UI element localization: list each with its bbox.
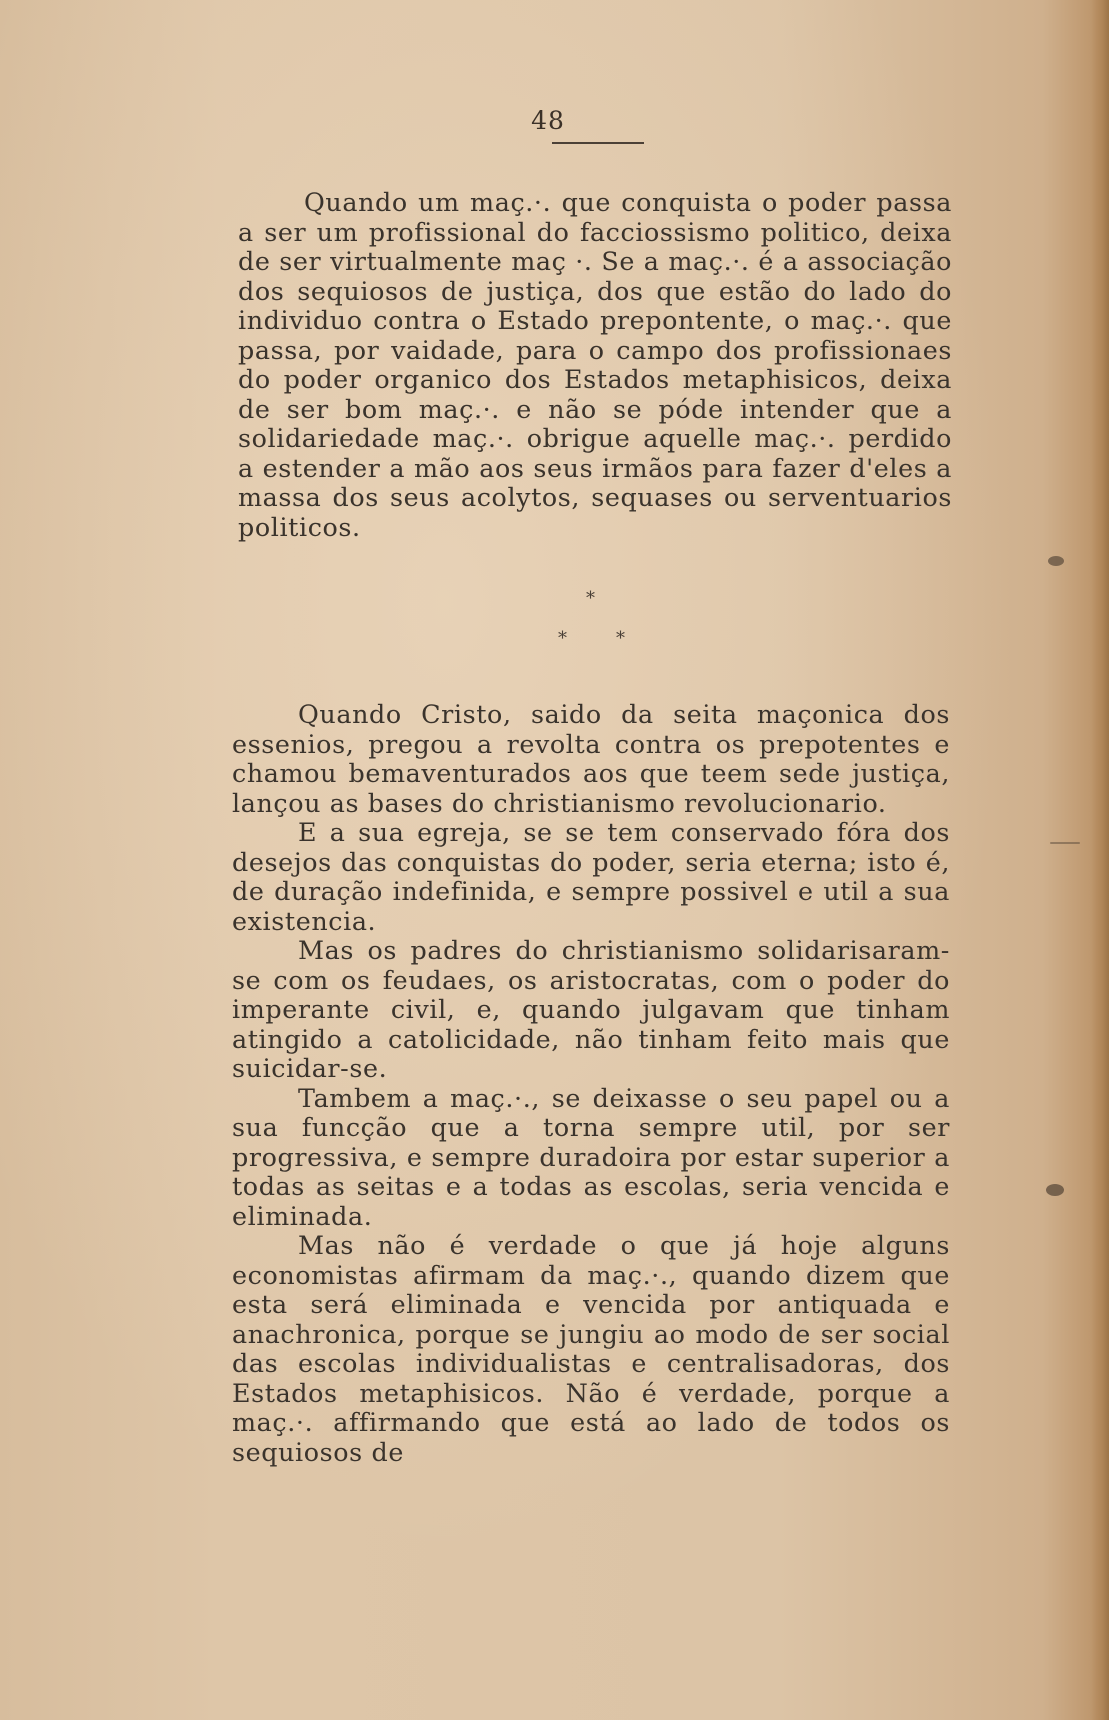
paragraph: Quando Cristo, saido da seita maçonica dos essenios, pregou a revolta contra os prepotentes e chamou bemaventurados aos que teem sede justiça, lançou as bases do christianismo revolucionario. [232, 699, 950, 818]
paragraph: Mas não é verdade o que já hoje alguns economistas afirmam da maç.·., quando dizem que esta será eliminada e vencida por antiquada e anachronica, porque se jungiu ao modo de ser social das escolas individualistas e centralisadoras, dos Estados metaphisicos. Não é verdade, porque a maç.·. affirmando que está ao lado de todos os sequiosos de [232, 1230, 950, 1467]
paragraph: E a sua egreja, se se tem conservado fóra dos desejos das conquistas do poder, seria eterna; isto é, de duração indefinida, e sempre possivel e util a sua existencia. [232, 817, 950, 936]
asterism-star-top: * [586, 588, 595, 609]
paragraph: Tambem a maç.·., se deixasse o seu papel ou a sua funcção que a torna sempre util, por ser progressiva, e sempre duradoira por estar superior a todas as seitas e a todas as escolas, seria vencida e eliminada. [232, 1082, 950, 1231]
page-number: 48 [531, 106, 565, 135]
paragraph: Quando um maç.·. que conquista o poder passa a ser um profissional do facciossismo politico, deixa de ser virtualmente maç ·. Se a maç.·. é a associação dos sequiosos de justiça, dos que estão do lado do individuo contra o Estado prepontente, o maç.·. que passa, por vaidade, para o campo dos profissionaes do poder organico dos Estados metaphisicos, deixa de ser bom maç.·. e não se póde intender que a solidariedade maç.·. obrigue aquelle maç.·. perdido a estender a mão aos seus irmãos para fazer d'eles a massa dos seus acolytos, sequases ou serventuarios politicos. [238, 187, 952, 542]
asterism-star-right: * [616, 628, 625, 649]
paragraph: Mas os padres do christianismo solidarisaram-se com os feudaes, os aristocratas, com o poder do imperante civil, e, quando julgavam que tinham atingido a catolicidade, não tinham feito mais que suicidar-se. [232, 935, 950, 1083]
ink-spot [1046, 1184, 1064, 1196]
asterism-star-left: * [558, 628, 567, 649]
page-number-rule [552, 142, 644, 144]
ink-spot [1048, 556, 1064, 566]
text-section-1 [238, 188, 952, 542]
text-section-2 [232, 700, 950, 1467]
page-edge-shadow [1091, 0, 1109, 1720]
ink-spot [1050, 842, 1080, 844]
asterism-divider [540, 588, 650, 658]
